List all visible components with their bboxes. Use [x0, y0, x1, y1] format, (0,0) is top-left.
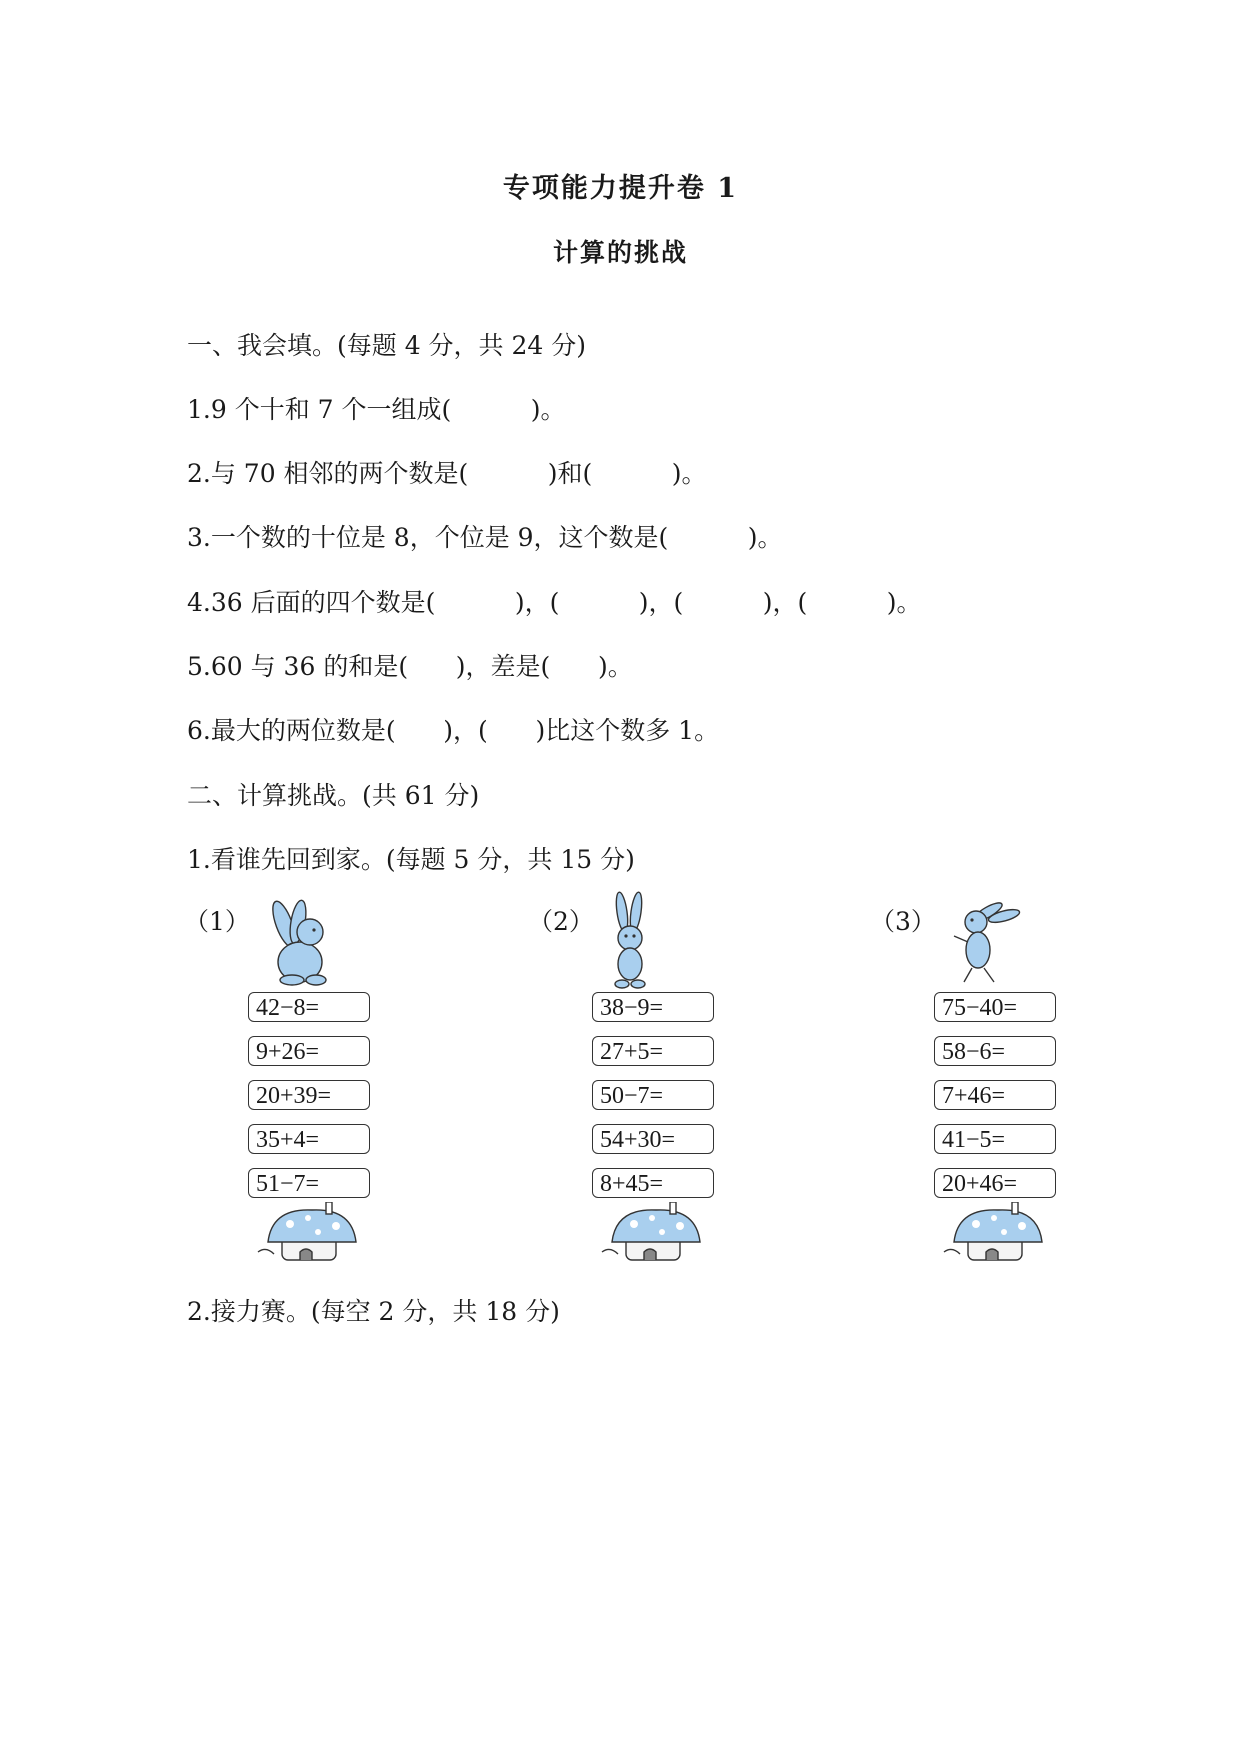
expression-box: 58−6=	[934, 1036, 1056, 1066]
expression-box: 38−9=	[592, 992, 714, 1022]
expression-box: 20+39=	[248, 1080, 370, 1110]
expression-box: 51−7=	[248, 1168, 370, 1198]
column-label: （1）	[184, 907, 250, 936]
expression-box: 54+30=	[592, 1124, 714, 1154]
page-subtitle: 计算的挑战	[552, 238, 688, 267]
rabbit-icon	[262, 896, 342, 986]
question-1: 1.9 个十和 7 个一组成( )。	[187, 395, 566, 424]
question-3: 3.一个数的十位是 8，个位是 9，这个数是( )。	[187, 523, 783, 552]
expression-box: 41−5=	[934, 1124, 1056, 1154]
mushroom-house-icon	[942, 1202, 1052, 1266]
expression-box: 50−7=	[592, 1080, 714, 1110]
column-label: （2）	[528, 907, 594, 936]
section2-heading: 二、计算挑战。(共 61 分)	[187, 781, 480, 810]
question-5: 5.60 与 36 的和是( )，差是( )。	[187, 652, 633, 681]
expression-box: 42−8=	[248, 992, 370, 1022]
rabbit-icon	[602, 890, 662, 990]
question-6: 6.最大的两位数是( )，( )比这个数多 1。	[187, 716, 720, 745]
expression-box: 75−40=	[934, 992, 1056, 1022]
expression-box: 8+45=	[592, 1168, 714, 1198]
question-2: 2.与 70 相邻的两个数是( )和( )。	[187, 459, 707, 488]
expression-box: 27+5=	[592, 1036, 714, 1066]
subquestion-1: 1.看谁先回到家。(每题 5 分，共 15 分)	[187, 845, 635, 874]
column-label: （3）	[870, 907, 936, 936]
question-4: 4.36 后面的四个数是( )，( )，( )，( )。	[187, 588, 922, 617]
section1-heading: 一、我会填。(每题 4 分，共 24 分)	[187, 331, 587, 360]
subquestion-2: 2.接力赛。(每空 2 分，共 18 分)	[187, 1297, 560, 1326]
rabbit-icon	[934, 896, 1030, 986]
expression-box: 7+46=	[934, 1080, 1056, 1110]
mushroom-house-icon	[256, 1202, 366, 1266]
expression-box: 9+26=	[248, 1036, 370, 1066]
expression-box: 20+46=	[934, 1168, 1056, 1198]
page-title: 专项能力提升卷 1	[502, 173, 739, 204]
mushroom-house-icon	[600, 1202, 710, 1266]
expression-box: 35+4=	[248, 1124, 370, 1154]
